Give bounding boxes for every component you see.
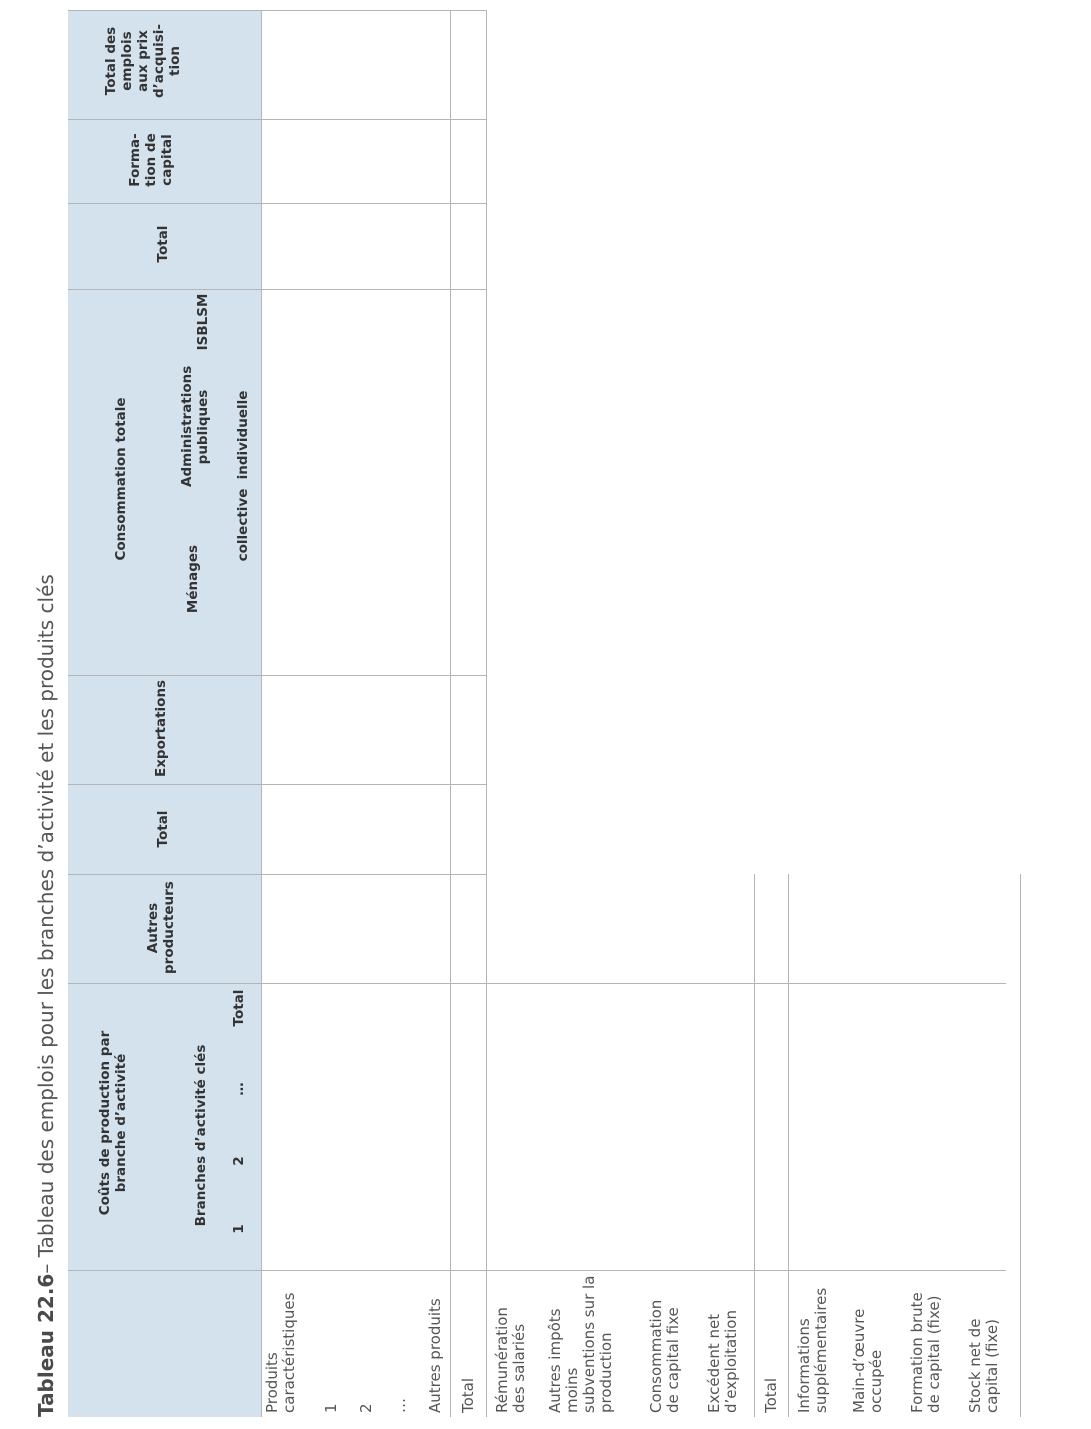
autres-producteurs-header: Autres producteurs (145, 881, 177, 974)
exportations-header: Exportations (153, 679, 169, 777)
caption-number: Tableau 22.6 (34, 1273, 58, 1417)
divider (754, 874, 755, 1417)
divider (450, 11, 451, 1417)
divider (68, 675, 487, 676)
isblsm-header: ISBLSM (195, 293, 211, 351)
table-caption (34, 574, 58, 1417)
collective-header: collective (235, 488, 251, 562)
col-ellipsis-header: … (231, 1082, 247, 1096)
row-remuneration: Rémunération des salariés (493, 1307, 528, 1413)
col-1-header: 1 (231, 1224, 247, 1234)
administrations-publiques-header: Administrations publiques (179, 365, 211, 487)
col-2-header: 2 (231, 1156, 247, 1166)
couts-group-header: Coûts de production par branche d’activité (97, 1030, 129, 1216)
row-autres-produits: Autres produits (426, 1298, 444, 1413)
row-consommation-capital: Consommation de capital fixe (647, 1299, 682, 1413)
divider (261, 11, 262, 1417)
row-total-a: Total (459, 1377, 477, 1413)
total-header-1: Total (155, 810, 171, 848)
row-ellipsis: … (391, 1398, 409, 1413)
menages-header: Ménages (185, 544, 201, 614)
consommation-totale-header: Consommation totale (113, 397, 129, 561)
divider (68, 983, 1006, 984)
row-main-oeuvre: Main-d’œuvre occupée (850, 1308, 885, 1413)
row-formation-brute: Formation brute de capital (fixe) (908, 1292, 943, 1413)
branches-cles-header: Branches d’activité clés (193, 1044, 209, 1227)
divider (68, 10, 487, 11)
individuelle-header: individuelle (235, 390, 251, 480)
formation-capital-header: Forma- tion de capital (127, 133, 175, 187)
row-1: 1 (322, 1403, 340, 1413)
col-total-header: Total (231, 989, 247, 1027)
divider (788, 874, 789, 1417)
divider (68, 784, 487, 785)
row-excedent: Excédent net d’exploitation (705, 1310, 740, 1413)
total-emplois-header: Total des emplois aux prix d’acquisi- tion (103, 23, 183, 99)
divider (486, 11, 487, 1417)
divider (68, 874, 487, 875)
divider (68, 289, 487, 290)
row-2: 2 (357, 1403, 375, 1413)
row-autres-impots: Autres impôts moins subventions sur la production (546, 1275, 615, 1413)
divider (68, 1270, 1006, 1271)
divider (68, 119, 487, 120)
caption-title: – Tableau des emplois pour les branches d’activité et les produits clés (34, 574, 58, 1274)
row-total-b: Total (762, 1377, 780, 1413)
row-informations: Informations supplémentaires (795, 1287, 830, 1413)
row-produits-caracteristiques: Produits caractéristiques (263, 1292, 298, 1413)
row-stock-net: Stock net de capital (fixe) (966, 1318, 1001, 1413)
divider (68, 203, 487, 204)
total-header-2: Total (155, 225, 171, 263)
divider (1020, 874, 1021, 1417)
